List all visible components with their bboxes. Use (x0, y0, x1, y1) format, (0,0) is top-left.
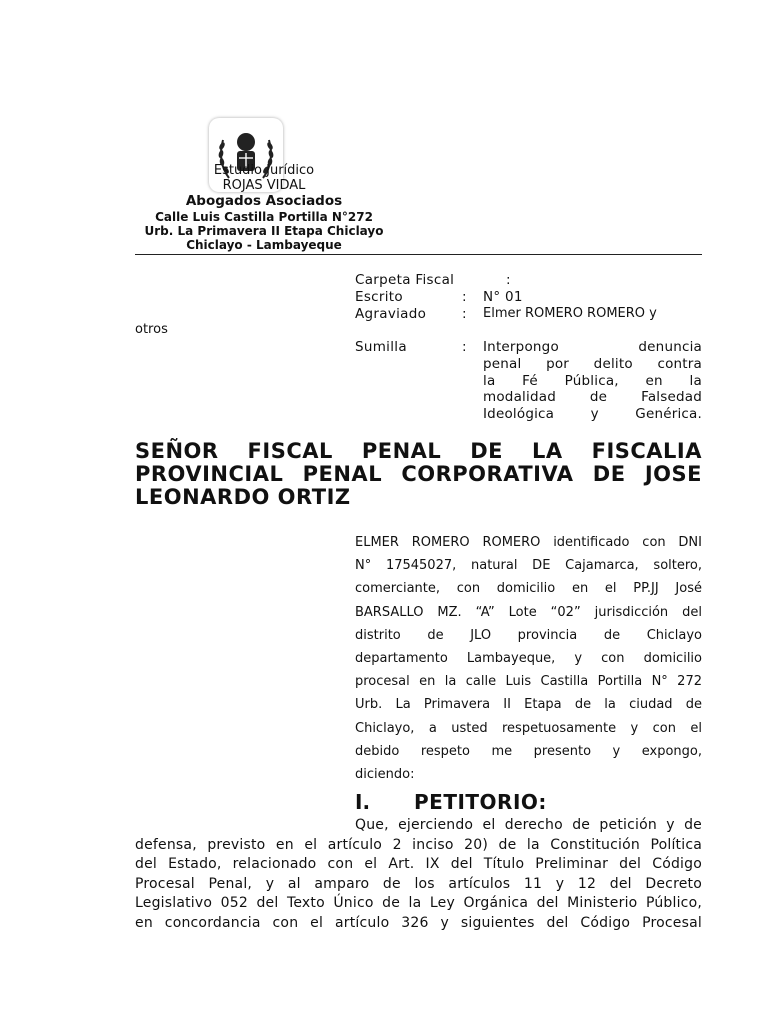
sumilla-line: penal por delito contra (483, 355, 702, 372)
agraviado-colon: : (462, 306, 467, 322)
carpeta-fiscal-colon: : (506, 272, 511, 288)
addressee-line: SEÑOR FISCAL PENAL DE LA FISCALIA (135, 439, 702, 463)
agraviado-label: Agraviado (355, 306, 427, 322)
body-line: Legislativo 052 del Texto Único de la Ley Orgánica del Ministerio Público, (135, 895, 702, 912)
sumilla-line: Ideológica y Genérica. (483, 406, 702, 423)
escrito-value: N° 01 (483, 289, 523, 305)
intro-line: debido respeto me presento y expongo, (355, 743, 702, 759)
intro-line: comerciante, con domicilio en el PP.JJ José (355, 581, 702, 597)
firm-subtitle: Abogados Asociados (185, 193, 343, 209)
escrito-label: Escrito (355, 289, 403, 305)
intro-line: procesal en la calle Luis Castilla Portilla N° 272 (355, 674, 702, 690)
petitorio-paragraph (135, 816, 702, 934)
carpeta-fiscal-label: Carpeta Fiscal (355, 272, 455, 288)
addressee-line: PROVINCIAL PENAL CORPORATIVA DE JOSE (135, 462, 702, 486)
intro-line: diciendo: (355, 767, 415, 783)
letterhead-divider (135, 254, 702, 255)
firm-address-line2: Urb. La Primavera II Etapa Chiclayo (144, 224, 384, 238)
intro-line: Chiclayo, a usted respetuosamente y con el (355, 720, 702, 736)
body-line: del Estado, relacionado con el Art. IX del Título Preliminar del Código (135, 856, 702, 873)
firm-name-line1: Estudio Jurídico (213, 163, 315, 178)
section-title: PETITORIO: (414, 790, 547, 814)
firm-name-line2: ROJAS VIDAL (222, 178, 306, 193)
body-line: Que, ejerciendo el derecho de petición y de (355, 817, 702, 833)
intro-line: N° 17545027, natural DE Cajamarca, soltero, (355, 558, 702, 574)
sumilla-text (483, 339, 702, 423)
escrito-colon: : (462, 289, 467, 305)
sumilla-line: la Fé Pública, en la (483, 372, 702, 389)
intro-line: departamento Lambayeque, y con domicilio (355, 651, 702, 667)
agraviado-value: Elmer ROMERO ROMERO y (483, 306, 657, 321)
intro-line: BARSALLO MZ. “A” Lote “02” jurisdicción del (355, 604, 702, 620)
intro-line: ELMER ROMERO ROMERO identificado con DNI (355, 535, 702, 550)
petitioner-introduction (355, 531, 702, 786)
sumilla-line: Interpongo denuncia (483, 339, 702, 355)
agraviado-continuation: otros (135, 322, 168, 337)
firm-address-line1: Calle Luis Castilla Portilla N°272 (155, 210, 373, 224)
body-line: en concordancia con el artículo 326 y siguientes del Código Procesal (135, 914, 702, 931)
section-number: I. (355, 790, 371, 814)
intro-line: Urb. La Primavera II Etapa de la ciudad de (355, 697, 702, 713)
sumilla-line: modalidad de Falsedad (483, 389, 702, 406)
addressee-heading (135, 440, 702, 509)
sumilla-colon: : (462, 339, 467, 355)
sumilla-label: Sumilla (355, 339, 407, 355)
body-line: Procesal Penal, y al amparo de los artículos 11 y 12 del Decreto (135, 875, 702, 892)
body-line: defensa, previsto en el artículo 2 inciso 20) de la Constitución Política (135, 836, 702, 853)
firm-address-line3: Chiclayo - Lambayeque (186, 238, 342, 252)
intro-line: distrito de JLO provincia de Chiclayo (355, 627, 702, 643)
addressee-line: LEONARDO ORTIZ (135, 485, 351, 509)
